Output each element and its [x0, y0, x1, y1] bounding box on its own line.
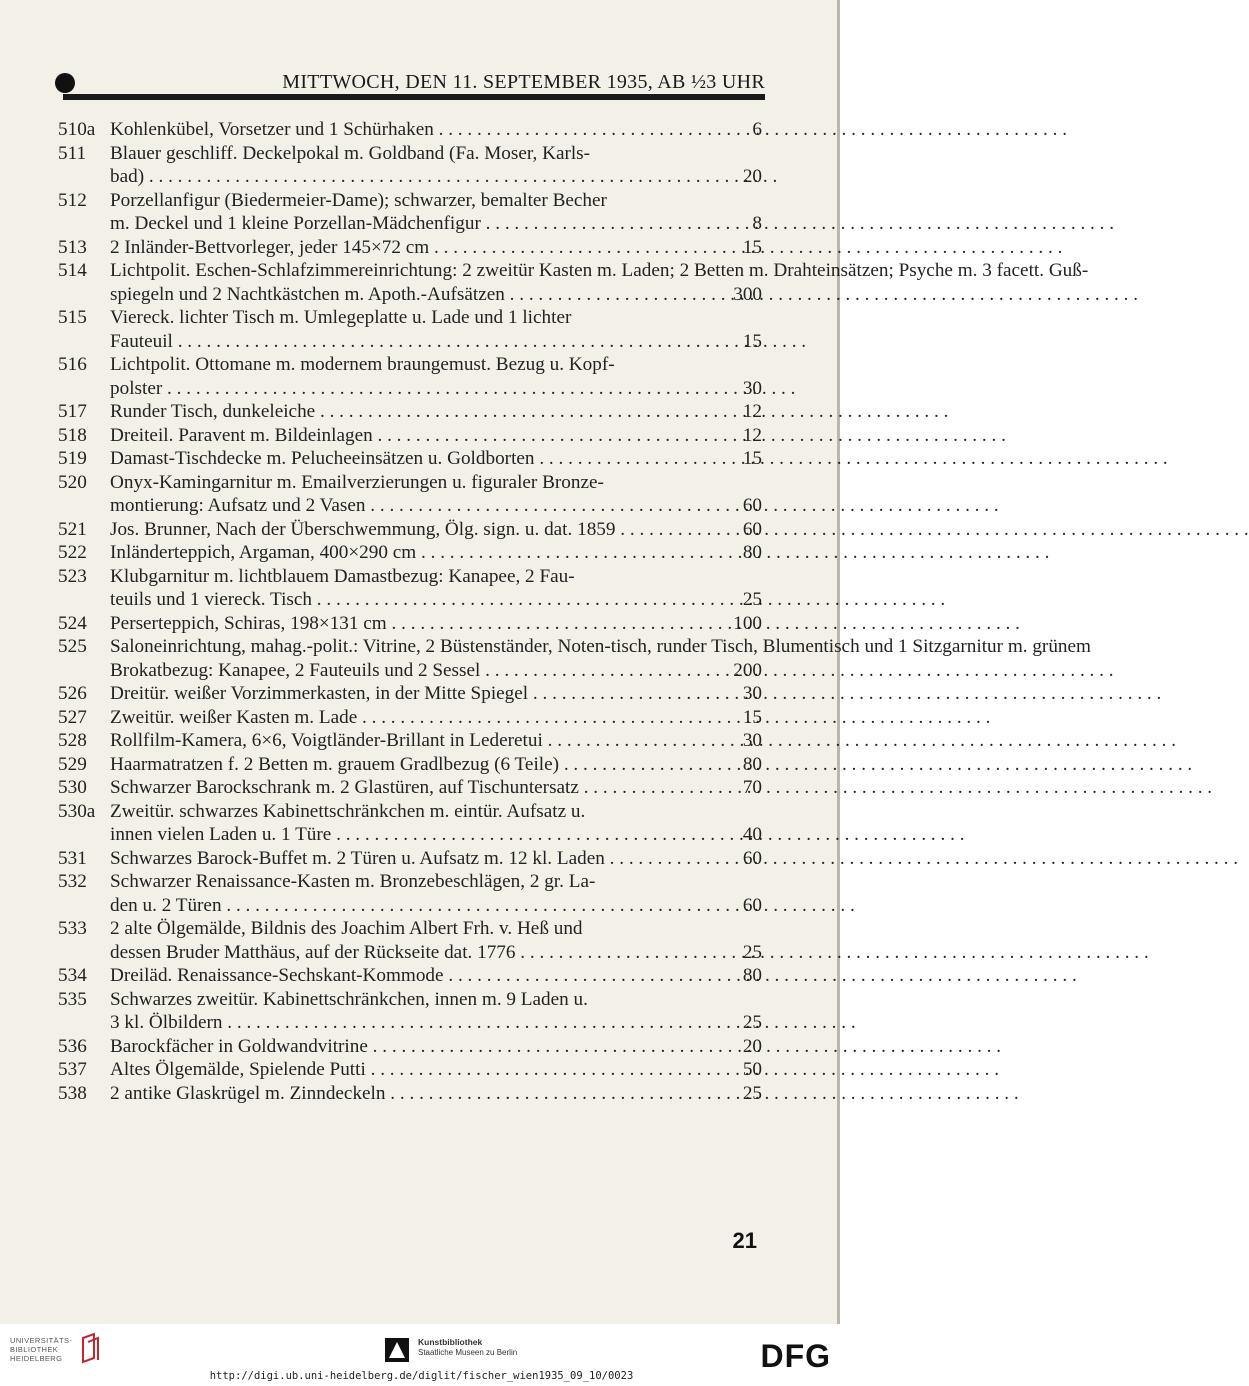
lot-price: 12: [742, 424, 762, 446]
lot-text-last-line: [110, 494, 999, 518]
lot-price: 25: [742, 1082, 762, 1104]
lot-number: 516: [58, 354, 87, 375]
university-library-logo: [10, 1336, 72, 1363]
lot-text-last-line: [110, 283, 1138, 307]
lot-description: [110, 800, 964, 847]
lot-number: 523: [58, 565, 87, 587]
catalog-entry: [58, 870, 768, 917]
lot-text-line: [110, 400, 948, 424]
lot-text-line: [110, 541, 1049, 565]
lot-description: [110, 1035, 1001, 1059]
catalog-entry: [58, 753, 768, 777]
lot-text-line: [110, 424, 1006, 448]
lot-price: 8: [752, 213, 762, 234]
lot-number: 513: [58, 236, 87, 258]
lot-price: 15: [742, 448, 762, 469]
lot-text-line: [110, 1058, 999, 1082]
lot-price: 6: [752, 119, 762, 140]
lot-number: 526: [58, 683, 87, 704]
lot-text: Barockfächer in Goldwandvitrine: [110, 1035, 368, 1057]
lot-description: [110, 236, 1062, 260]
catalog-entry: [58, 1082, 768, 1106]
lot-text: Altes Ölgemälde, Spielende Putti: [110, 1059, 366, 1080]
lot-description: [110, 306, 806, 353]
lot-text: Dreiteil. Paravent m. Bildeinlagen: [110, 424, 373, 446]
catalog-entry: [58, 729, 768, 753]
lot-text-end: m. Deckel und 1 kleine Porzellan-Mädchenfigur: [110, 213, 481, 234]
lot-price: 60: [742, 495, 762, 516]
lot-text: Damast-Tischdecke m. Pelucheeinsätzen u. Goldborten: [110, 448, 535, 469]
lot-price: 20: [742, 1035, 762, 1057]
lot-text: Rollfilm-Kamera, 6×6, Voigtländer-Brillant in Lederetui: [110, 730, 543, 751]
lot-number: 531: [58, 847, 87, 869]
lot-price: 80: [742, 753, 762, 775]
catalog-entry: [58, 306, 768, 353]
lot-text: Dreiläd. Renaissance-Sechskant-Kommode: [110, 965, 444, 986]
lot-text: Jos. Brunner, Nach der Überschwemmung, Ölg. sign. u. dat. 1859: [110, 518, 616, 540]
lot-text-last-line: [110, 165, 777, 189]
lot-text: Onyx-Kamingarnitur m. Emailverzierungen u. figuraler Bronze-: [110, 471, 604, 493]
lot-text-line: [110, 682, 1161, 706]
lot-description: [110, 471, 999, 518]
lot-text: Kohlenkübel, Vorsetzer und 1 Schürhaken: [110, 119, 434, 140]
lot-number: 519: [58, 448, 87, 469]
lot-price: 200: [733, 659, 762, 681]
lot-description: [110, 729, 1176, 753]
lot-number: 510a: [58, 119, 96, 140]
lot-price: 70: [742, 777, 762, 798]
lot-price: 20: [742, 166, 762, 187]
catalog-entry: [58, 424, 768, 448]
lot-number: 517: [58, 401, 87, 422]
kunstbibliothek-label: [418, 1337, 517, 1358]
lot-text: Viereck. lichter Tisch m. Umlegeplatte u. Lade und 1 lichter: [110, 307, 572, 328]
catalog-entry: [58, 518, 768, 542]
lot-price: 300: [733, 283, 762, 305]
lot-description: [110, 400, 948, 424]
lot-text: Haarmatratzen f. 2 Betten m. grauem Gradlbezug (6 Teile): [110, 753, 560, 775]
lot-price: 12: [742, 401, 762, 422]
lot-text: Klubgarnitur m. lichtblauem Damastbezug: Kanapee, 2 Fau-: [110, 565, 575, 587]
lot-description: [110, 118, 1067, 142]
lot-text-end: dessen Bruder Matthäus, auf der Rückseite dat. 1776: [110, 941, 516, 963]
catalog-entry: [58, 565, 768, 612]
lot-price: 60: [742, 518, 762, 540]
lot-number: 524: [58, 612, 87, 634]
catalog-entry: [58, 612, 768, 636]
kunstbibliothek-name: Kunstbibliothek: [418, 1337, 483, 1347]
lot-number: 536: [58, 1035, 87, 1057]
museen-name: Staatliche Museen zu Berlin: [418, 1348, 518, 1357]
lot-text: Schwarzes zweitür. Kabinettschränkchen, innen m. 9 Laden u.: [110, 988, 588, 1010]
catalog-entry: [58, 353, 768, 400]
library-line: BIBLIOTHEK: [10, 1345, 59, 1354]
lot-text-line: [110, 753, 1192, 777]
lot-text-line: [110, 612, 1020, 636]
catalog-entry: [58, 118, 768, 142]
page-number: 21: [732, 1228, 757, 1253]
header-rule: [63, 94, 765, 100]
lot-number: 521: [58, 518, 87, 540]
lot-number: 528: [58, 730, 87, 751]
catalog-entry: [58, 189, 768, 236]
catalog-list: [58, 118, 1091, 1105]
lot-text-last-line: [110, 659, 1114, 683]
lot-price: 30: [742, 730, 762, 751]
lot-price: 25: [742, 1012, 762, 1033]
catalog-entry: [58, 236, 768, 260]
lot-price: 40: [742, 824, 762, 845]
lot-description: [110, 541, 1049, 565]
lot-text: Schwarzer Barockschrank m. 2 Glastüren, auf Tischuntersatz: [110, 777, 579, 798]
lot-text-line: [110, 1035, 1001, 1059]
lot-number: 511: [58, 142, 87, 164]
lot-number: 514: [58, 260, 87, 281]
lot-text: Saloneinrichtung, mahag.-polit.: Vitrine, 2 Büstenständer, Noten-tisch, runder Tisch, Blumentisch und 1 Sitzgarnitur m. grünem: [110, 636, 1091, 657]
lot-text-end: bad): [110, 166, 145, 187]
lot-description: [110, 1058, 999, 1082]
lot-number: 535: [58, 988, 87, 1010]
source-url[interactable]: http://digi.ub.uni-heidelberg.de/diglit/fischer_wien1935_09_10/0023: [209, 1370, 634, 1382]
lot-number: 527: [58, 706, 87, 728]
lot-text: Schwarzer Renaissance-Kasten m. Bronzebeschlägen, 2 gr. La-: [110, 871, 596, 892]
lot-text-end: Brokatbezug: Kanapee, 2 Fauteuils und 2 Sessel: [110, 659, 481, 681]
lot-number: 538: [58, 1082, 87, 1104]
catalog-entry: [58, 988, 768, 1035]
catalog-entry: [58, 964, 768, 988]
lot-text-line: [110, 518, 1249, 542]
lot-text-end: teuils und 1 viereck. Tisch: [110, 589, 312, 610]
header-title: MITTWOCH, DEN 11. SEPTEMBER 1935, AB ½3 UHR: [282, 71, 765, 93]
lot-price: 80: [742, 965, 762, 986]
catalog-entry: [58, 706, 768, 730]
catalog-entry: [58, 917, 768, 964]
lot-text: Lichtpolit. Ottomane m. modernem braungemust. Bezug u. Kopf-: [110, 354, 615, 375]
lot-number: 530: [58, 777, 87, 798]
lot-description: [110, 776, 1212, 800]
lot-description: [110, 259, 1138, 306]
catalog-entry: [58, 400, 768, 424]
lot-number: 515: [58, 307, 87, 328]
lot-text-line: [110, 118, 1067, 142]
lot-number: 530a: [58, 800, 96, 822]
lot-price: 60: [742, 847, 762, 869]
lot-text-last-line: [110, 377, 795, 401]
lot-price: 15: [742, 330, 762, 352]
lot-text: Lichtpolit. Eschen-Schlafzimmereinrichtung: 2 zweitür Kasten m. Laden; 2 Betten m. Drahteinsätzen; Psyche m. 3 facett. Guß-: [110, 260, 1089, 281]
kunstbibliothek-mark-icon: [385, 1338, 409, 1362]
lot-text-end: polster: [110, 377, 163, 399]
catalog-entry: [58, 776, 768, 800]
lot-text-last-line: [110, 823, 964, 847]
lot-description: [110, 917, 1149, 964]
catalog-entry: [58, 541, 768, 565]
library-mark-icon: [80, 1334, 100, 1362]
lot-description: [110, 424, 1006, 448]
lot-description: [110, 189, 1114, 236]
lot-text: Zweitür. schwarzes Kabinettschränkchen m. eintür. Aufsatz u.: [110, 800, 586, 822]
bullet-icon: [55, 73, 75, 93]
lot-text: Inländerteppich, Argaman, 400×290 cm: [110, 542, 417, 563]
lot-text-line: [110, 776, 1212, 800]
lot-number: 518: [58, 424, 87, 446]
lot-text-line: [110, 447, 1168, 471]
lot-text-line: [110, 1082, 1019, 1106]
catalog-entry: [58, 471, 768, 518]
lot-description: [110, 612, 1020, 636]
lot-description: [110, 847, 1238, 871]
lot-number: 522: [58, 542, 87, 563]
footer: [0, 1324, 843, 1386]
catalog-entry: [58, 259, 1089, 306]
library-line: HEIDELBERG: [10, 1354, 63, 1363]
lot-text: 2 antike Glaskrügel m. Zinndeckeln: [110, 1082, 386, 1104]
lot-text: Blauer geschliff. Deckelpokal m. Goldband (Fa. Moser, Karls-: [110, 142, 591, 164]
lot-number: 532: [58, 871, 87, 892]
lot-text: Runder Tisch, dunkeleiche: [110, 401, 316, 422]
lot-number: 525: [58, 636, 87, 657]
library-line: UNIVERSITÄTS-: [10, 1336, 73, 1345]
lot-text: Dreitür. weißer Vorzimmerkasten, in der Mitte Spiegel: [110, 683, 529, 704]
lot-description: [110, 964, 1077, 988]
lot-price: 30: [742, 683, 762, 704]
lot-text-line: [110, 729, 1176, 753]
lot-price: 30: [742, 377, 762, 399]
lot-text-line: [110, 236, 1062, 260]
lot-text-last-line: [110, 941, 1149, 965]
lot-price: 15: [742, 706, 762, 728]
lot-description: [110, 635, 1114, 682]
lot-price: 100: [733, 612, 762, 634]
lot-text-end: montierung: Aufsatz und 2 Vasen: [110, 495, 366, 516]
lot-number: 512: [58, 189, 87, 211]
catalog-entry: [58, 847, 768, 871]
catalog-entry: [58, 800, 768, 847]
lot-text-end: innen vielen Laden u. 1 Türe: [110, 824, 332, 845]
lot-text-last-line: [110, 212, 1114, 236]
lot-text-end: 3 kl. Ölbildern: [110, 1012, 223, 1033]
lot-text: Zweitür. weißer Kasten m. Lade: [110, 706, 358, 728]
lot-text-line: [110, 847, 1238, 871]
lot-text: Porzellanfigur (Biedermeier-Dame); schwarzer, bemalter Becher: [110, 189, 607, 211]
catalog-entry: [58, 635, 1091, 682]
lot-number: 537: [58, 1059, 87, 1080]
lot-number: 533: [58, 918, 87, 939]
lot-number: 534: [58, 965, 87, 986]
dfg-logo: DFG: [760, 1338, 831, 1374]
lot-text-line: [110, 964, 1077, 988]
lot-text-last-line: [110, 588, 945, 612]
catalog-entry: [58, 1035, 768, 1059]
lot-text: Schwarzes Barock-Buffet m. 2 Türen u. Aufsatz m. 12 kl. Laden: [110, 847, 605, 869]
lot-description: [110, 518, 1249, 542]
lot-price: 25: [742, 941, 762, 963]
lot-description: [110, 565, 945, 612]
lot-text-end: spiegeln und 2 Nachtkästchen m. Apoth.-Aufsätzen: [110, 283, 505, 305]
catalog-entry: [58, 142, 768, 189]
lot-description: [110, 753, 1192, 777]
lot-description: [110, 142, 777, 189]
lot-text-end: den u. 2 Türen: [110, 894, 222, 916]
lot-description: [110, 1082, 1019, 1106]
lot-text: Perserteppich, Schiras, 198×131 cm: [110, 612, 387, 634]
lot-description: [110, 353, 795, 400]
lot-number: 529: [58, 753, 87, 775]
catalog-entry: [58, 1058, 768, 1082]
lot-text-end: Fauteuil: [110, 330, 173, 352]
lot-description: [110, 682, 1161, 706]
catalog-entry: [58, 682, 768, 706]
lot-price: 50: [742, 1059, 762, 1080]
lot-price: 80: [742, 542, 762, 563]
lot-text-last-line: [110, 330, 806, 354]
lot-price: 25: [742, 589, 762, 610]
lot-number: 520: [58, 471, 87, 493]
catalog-entry: [58, 447, 768, 471]
lot-price: 15: [742, 236, 762, 258]
lot-price: 60: [742, 894, 762, 916]
lot-description: [110, 447, 1168, 471]
lot-description: [110, 706, 990, 730]
lot-text: 2 Inländer-Bettvorleger, jeder 145×72 cm: [110, 236, 430, 258]
lot-text: 2 alte Ölgemälde, Bildnis des Joachim Albert Frh. v. Heß und: [110, 918, 583, 939]
page-header: [55, 68, 765, 96]
lot-text-line: [110, 706, 990, 730]
